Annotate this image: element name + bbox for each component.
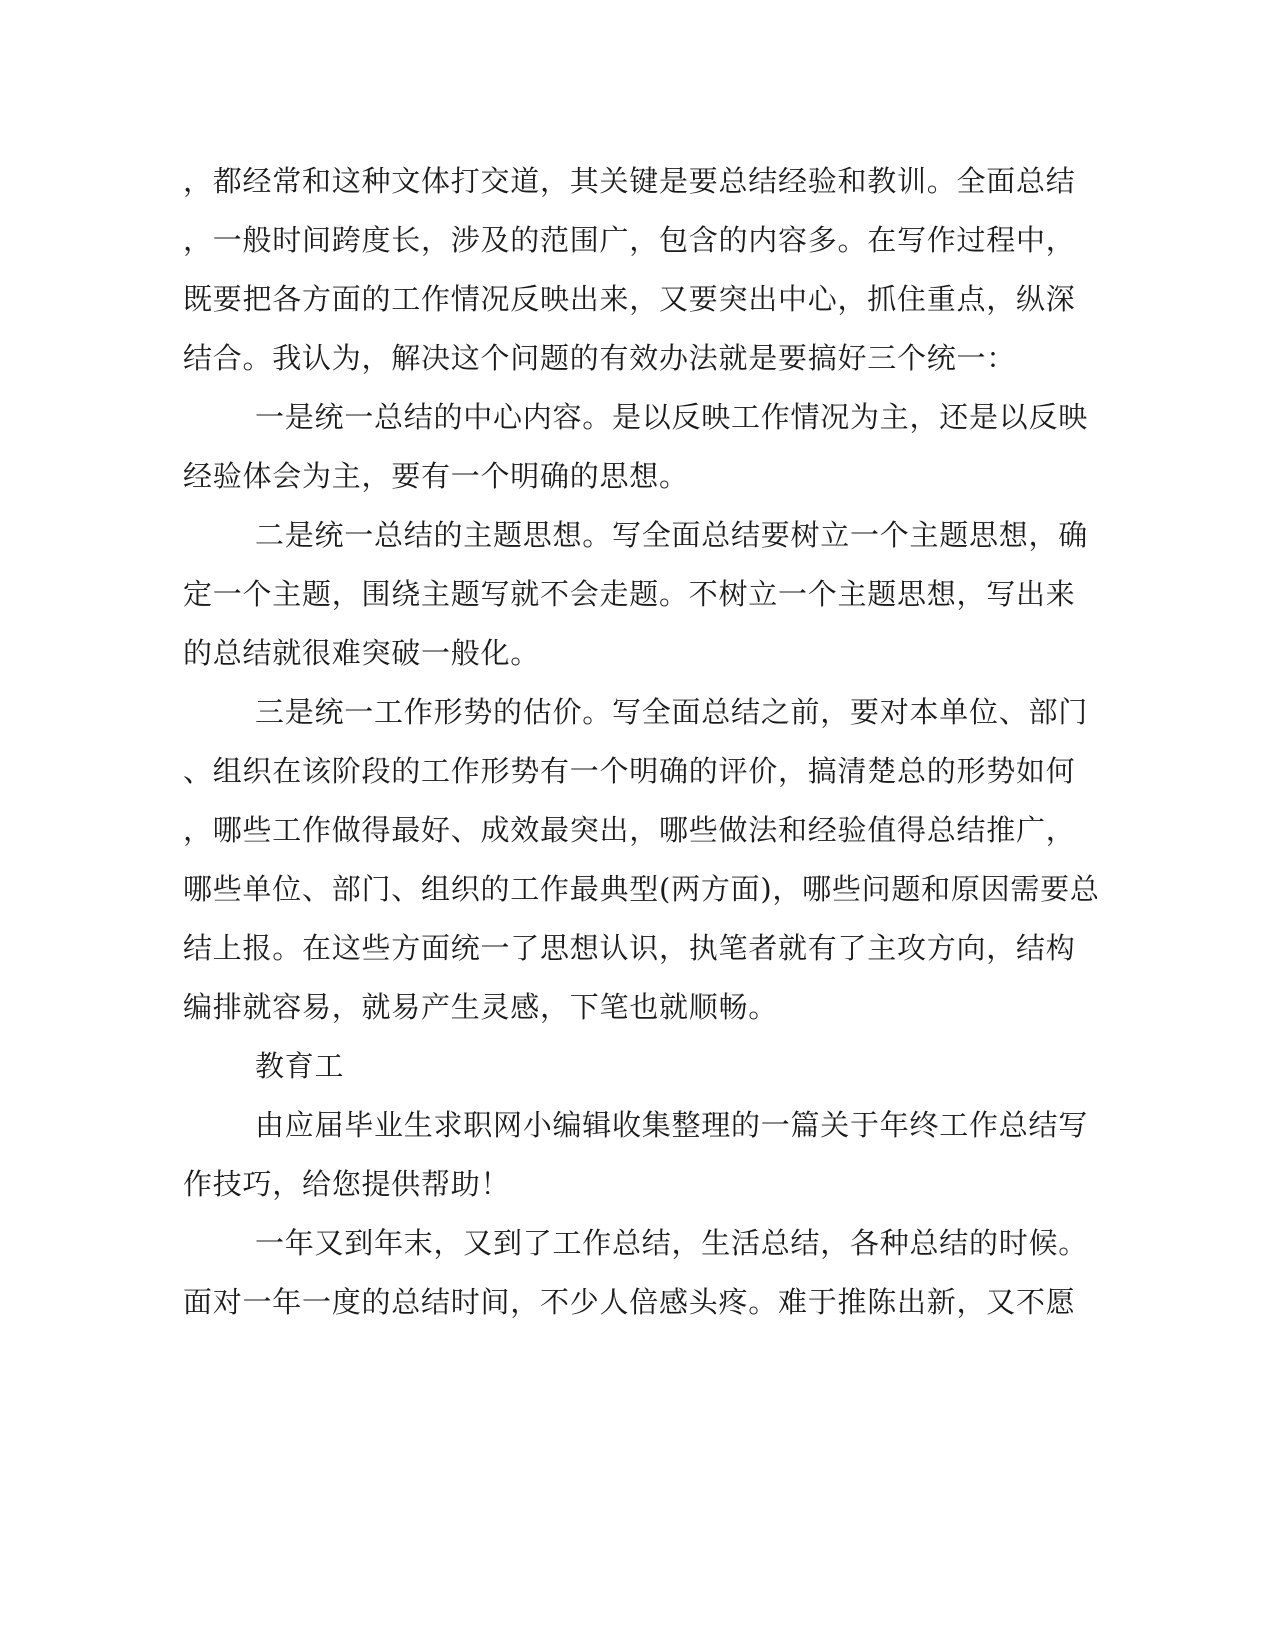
text-line: 由应届毕业生求职网小编辑收集整理的一篇关于年终工作总结写 bbox=[255, 1108, 1089, 1142]
text-line: 作技巧，给您提供帮助！ bbox=[183, 1167, 511, 1201]
text-line: 经验体会为主，要有一个明确的思想。 bbox=[183, 459, 689, 493]
text-line: ，哪些工作做得最好、成效最突出，哪些做法和经验值得总结推广， bbox=[183, 813, 1076, 847]
text-line: 哪些单位、部门、组织的工作最典型(两方面)，哪些问题和原因需要总 bbox=[183, 872, 1100, 906]
text-line: 一是统一总结的中心内容。是以反映工作情况为主，还是以反映 bbox=[255, 400, 1089, 434]
text-line: 教育工 bbox=[255, 1049, 345, 1083]
text-line: 、组织在该阶段的工作形势有一个明确的评价，搞清楚总的形势如何 bbox=[183, 754, 1076, 788]
text-line: ，都经常和这种文体打交道，其关键是要总结经验和教训。全面总结 bbox=[183, 164, 1076, 198]
text-line: 编排就容易，就易产生灵感，下笔也就顺畅。 bbox=[183, 990, 779, 1024]
text-line: 二是统一总结的主题思想。写全面总结要树立一个主题思想，确 bbox=[255, 518, 1089, 552]
text-line: 结上报。在这些方面统一了思想认识，执笔者就有了主攻方向，结构 bbox=[183, 931, 1076, 965]
text-line: 的总结就很难突破一般化。 bbox=[183, 636, 541, 670]
text-line: 一年又到年末，又到了工作总结，生活总结，各种总结的时候。 bbox=[255, 1226, 1089, 1260]
text-line: 面对一年一度的总结时间，不少人倍感头疼。难于推陈出新，又不愿 bbox=[183, 1285, 1076, 1319]
text-line: ，一般时间跨度长，涉及的范围广，包含的内容多。在写作过程中， bbox=[183, 223, 1076, 257]
text-line: 定一个主题，围绕主题写就不会走题。不树立一个主题思想，写出来 bbox=[183, 577, 1076, 611]
text-line: 三是统一工作形势的估价。写全面总结之前，要对本单位、部门 bbox=[255, 695, 1089, 729]
text-line: 结合。我认为，解决这个问题的有效办法就是要搞好三个统一： bbox=[183, 341, 1017, 375]
text-line: 既要把各方面的工作情况反映出来，又要突出中心，抓住重点，纵深 bbox=[183, 282, 1076, 316]
